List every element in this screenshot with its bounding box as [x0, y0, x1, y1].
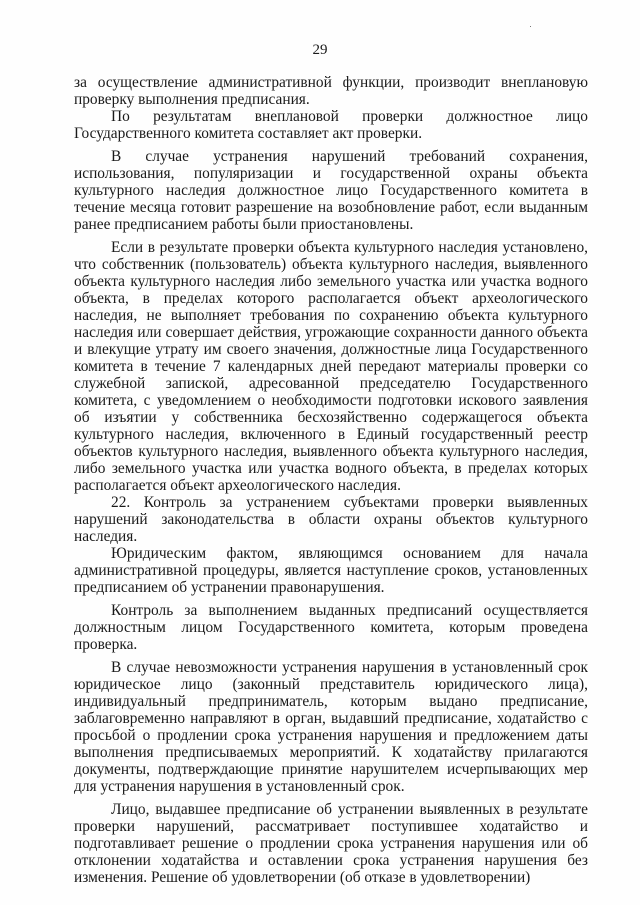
- paragraph-inspection-act: По результатам внеплановой проверки должностное лицо Государственного комитета составляет акт проверки.: [74, 108, 588, 142]
- page-number: 29: [312, 42, 328, 58]
- paragraph-continuation: за осуществление административной функции, производит внеплановую проверку выполнения предписания.: [74, 74, 588, 108]
- paragraph-section-22: 22. Контроль за устранением субъектами проверки выявленных нарушений законодательства в области охраны объектов культурного наследия.: [74, 494, 588, 545]
- paragraph-petition-decision: Лицо, выдавшее предписание об устранении выявленных в результате проверки нарушений, рассматривает поступившее ходатайство и подготавливает решение о продлении срока устранения нарушения или об отклонении ходатайства и оставлении срока устранения нарушения без изменения. Решение об удовлетворении (об отказе в удовлетворении): [74, 801, 588, 886]
- paragraph-control-officer: Контроль за выполнением выданных предписаний осуществляется должностным лицом Государственного комитета, которым проведена проверка.: [74, 602, 588, 653]
- body-text: [74, 74, 588, 886]
- paragraph-legal-fact: Юридическим фактом, являющимся основанием для начала административной процедуры, является наступление сроков, установленных предписанием об устранении правонарушения.: [74, 545, 588, 596]
- paragraph-extension-request: В случае невозможности устранения нарушения в установленный срок юридическое лицо (законный представитель юридического лица), индивидуальный предприниматель, которым выдано предписание, заблаговременно направляют в орган, выдавший предписание, ходатайство с просьбой о продлении срока устранения нарушения и предложением даты выполнения предписываемых мероприятий. К ходатайству прилагаются документы, подтверждающие принятие нарушителем исчерпывающих мер для устранения нарушения в установленный срок.: [74, 659, 588, 795]
- paragraph-seizure-claim: Если в результате проверки объекта культурного наследия установлено, что собственник (пользователь) объекта культурного наследия, выявленного объекта культурного наследия либо земельного участка или участка водного объекта, в пределах которого располагается объект археологического наследия, не выполняет требования по сохранению объекта культурного наследия или совершает действия, угрожающие сохранности данного объекта и влекущие утрату им своего значения, должностные лица Государственного комитета в течение 7 календарных дней передают материалы проверки со служебной запиской, адресованной председателю Государственного комитета, с уведомлением о необходимости подготовки искового заявления об изъятии у собственника бесхозяйственно содержащегося объекта культурного наследия, включенного в Единый государственный реестр объектов культурного наследия, выявленного объекта культурного наследия, либо земельного участка или участка водного объекта, в пределах которых располагается объект археологического наследия.: [74, 239, 588, 494]
- paragraph-resumption-permit: В случае устранения нарушений требований сохранения, использования, популяризации и государственной охраны объекта культурного наследия должностное лицо Государственного комитета в течение месяца готовит разрешение на возобновление работ, если выданным ранее предписанием работы были приостановлены.: [74, 148, 588, 233]
- scan-speck: [530, 26, 531, 27]
